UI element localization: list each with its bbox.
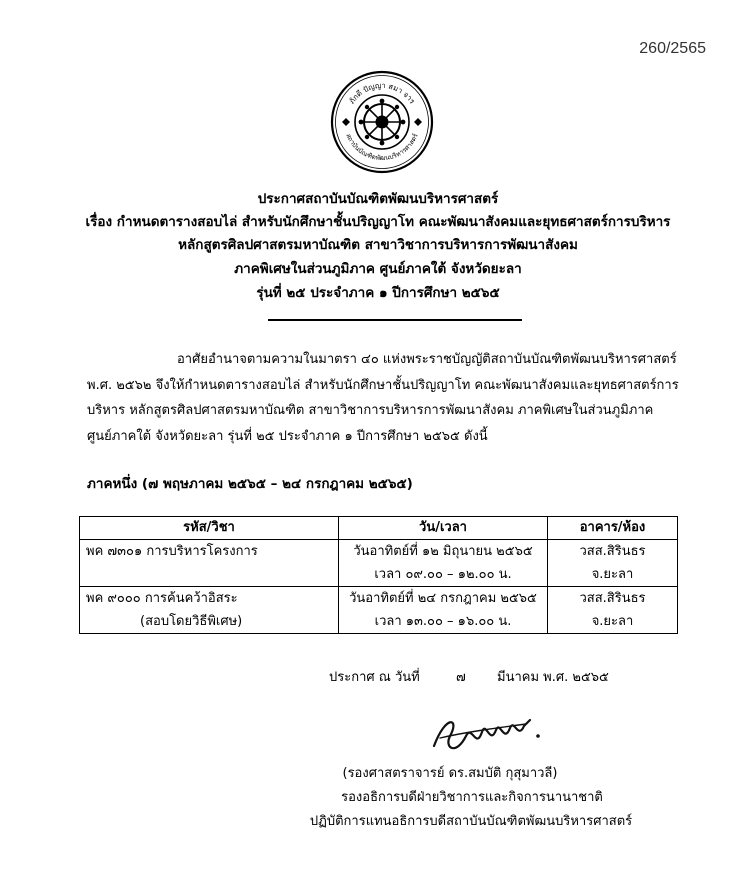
- room-name: วสส.สิรินธร: [579, 544, 646, 559]
- room-name: วสส.สิรินธร: [579, 591, 646, 606]
- room-cell: [548, 540, 678, 587]
- header-datetime: วัน/เวลา: [339, 517, 548, 540]
- course-name: พค ๗๓๐๑ การบริหารโครงการ: [86, 544, 258, 559]
- exam-time: เวลา ๑๓.๐๐ – ๑๖.๐๐ น.: [374, 614, 512, 629]
- signature-image: [426, 706, 546, 766]
- announce-day: ๗: [456, 670, 466, 685]
- announce-month-year: มีนาคม พ.ศ. ๒๕๖๕: [497, 670, 609, 685]
- table-header-row: [80, 517, 678, 540]
- exam-time: เวลา ๐๙.๐๐ – ๑๒.๐๐ น.: [374, 567, 512, 582]
- body-paragraph: [87, 347, 707, 449]
- table-row: [80, 587, 678, 634]
- datetime-cell: [339, 540, 548, 587]
- signatory-acting: ปฏิบัติการแทนอธิการบดีสถาบันบัณฑิตพัฒนบริหารศาสตร์: [309, 814, 633, 829]
- exam-schedule-table: [79, 516, 678, 634]
- heading-subject: เรื่อง กำหนดตารางสอบไล่ สำหรับนักศึกษาชั้นปริญญาโท คณะพัฒนาสังคมและยุทธศาสตร์การบริหาร: [85, 214, 671, 230]
- header-room: อาคาร/ห้อง: [548, 517, 678, 540]
- datetime-cell: [339, 587, 548, 634]
- course-cell: [80, 587, 339, 634]
- heading-line-1: ประกาศสถาบันบัณฑิตพัฒนบริหารศาสตร์: [257, 191, 499, 207]
- table-row: [80, 540, 678, 587]
- announce-date-label: ประกาศ ณ วันที่: [329, 670, 420, 685]
- heading-line-4: ภาคพิเศษในส่วนภูมิภาค ศูนย์ภาคใต้ จังหวัดยะลา: [234, 261, 522, 277]
- body-line-3: บริหาร หลักสูตรศิลปศาสตรมหาบัณฑิต สาขาวิชาการบริหารการพัฒนาสังคม ภาคพิเศษในส่วนภูมิภาค: [87, 403, 654, 418]
- room-province: จ.ยะลา: [591, 614, 634, 629]
- seal-bottom-text: สถาบันบัณฑิตพัฒนบริหารศาสตร์: [344, 132, 420, 163]
- body-line-2: พ.ศ. ๒๕๖๒ จึงให้กำหนดตารางสอบไล่ สำหรับนักศึกษาชั้นปริญญาโท คณะพัฒนาสังคมและยุทธศาสตร์การ: [87, 377, 679, 393]
- heading-divider: [268, 319, 522, 321]
- exam-date: วันอาทิตย์ที่ ๑๒ มิถุนายน ๒๕๖๕: [353, 544, 533, 559]
- heading-line-5: รุ่นที่ ๒๕ ประจำภาค ๑ ปีการศึกษา ๒๕๖๕: [256, 285, 500, 301]
- term-heading: ภาคหนึ่ง (๗ พฤษภาคม ๒๕๖๕ – ๒๔ กรกฎาคม ๒๕๖๕): [87, 476, 413, 492]
- room-cell: [548, 587, 678, 634]
- dharma-wheel-icon: [359, 99, 406, 146]
- room-province: จ.ยะลา: [591, 567, 634, 582]
- document-number: 260/2565: [639, 40, 706, 57]
- body-line-4: ศูนย์ภาคใต้ จังหวัดยะลา รุ่นที่ ๒๕ ประจำภาค ๑ ปีการศึกษา ๒๕๖๕ ดังนี้: [87, 428, 488, 444]
- heading-line-3: หลักสูตรศิลปศาสตรมหาบัณฑิต สาขาวิชาการบริหารการพัฒนาสังคม: [178, 237, 578, 253]
- course-note: (สอบโดยวิธีพิเศษ): [140, 614, 243, 629]
- signatory-name: (รองศาสตราจารย์ ดร.สมบัติ กุสุมาวลี): [342, 766, 558, 781]
- seal-top-text: ภักดี ปัญญา สมา จาร: [347, 80, 417, 106]
- header-course: รหัส/วิชา: [80, 517, 339, 540]
- exam-date: วันอาทิตย์ที่ ๒๔ กรกฎาคม ๒๕๖๕: [349, 591, 537, 606]
- signatory-position: รองอธิการบดีฝ่ายวิชาการและกิจการนานาชาติ: [341, 790, 603, 805]
- institute-seal-logo: [330, 70, 434, 174]
- course-cell: [80, 540, 339, 587]
- course-name: พค ๙๐๐๐ การค้นคว้าอิสระ: [86, 591, 238, 606]
- body-line-1: อาศัยอำนาจตามความในมาตรา ๔๐ แห่งพระราชบัญญัติสถาบันบัณฑิตพัฒนบริหารศาสตร์: [177, 352, 677, 367]
